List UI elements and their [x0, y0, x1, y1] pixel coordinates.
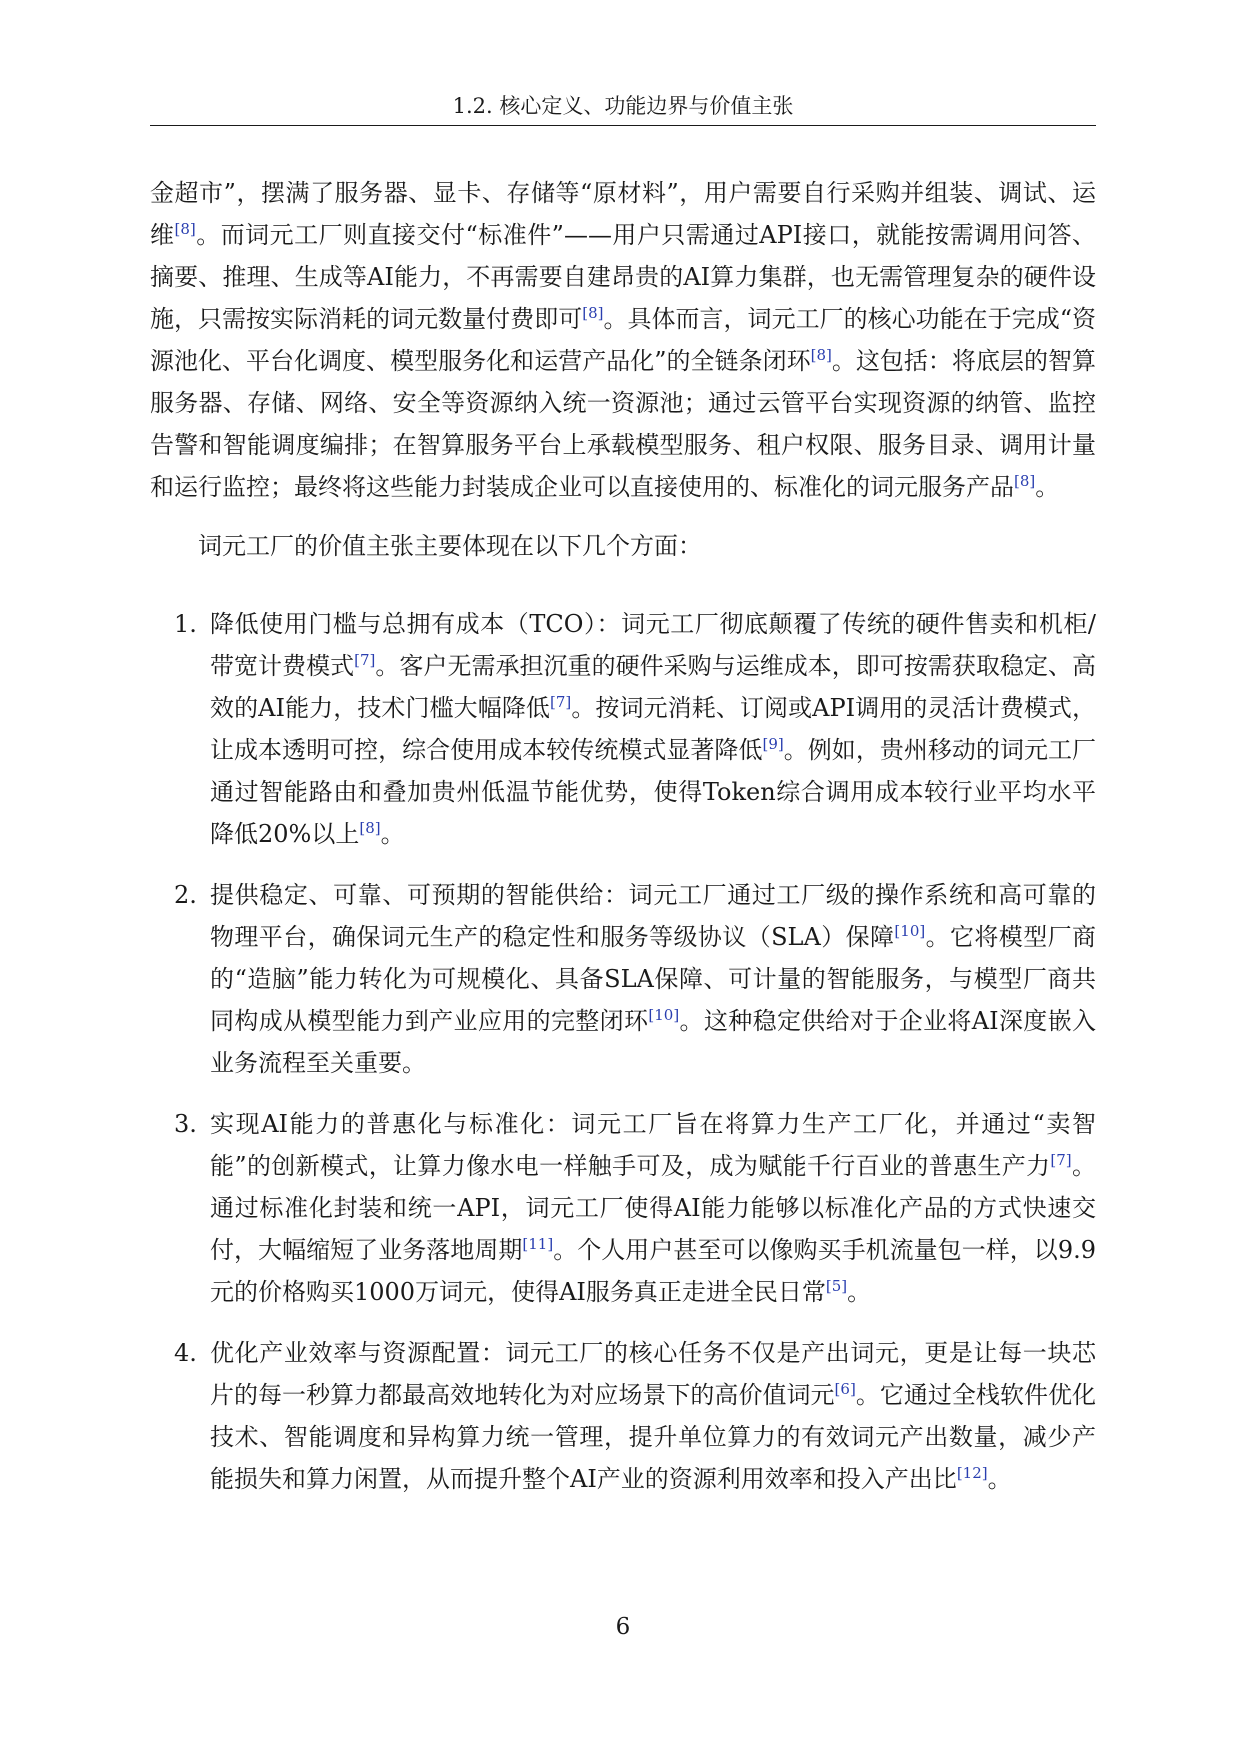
citation-link[interactable]: [6]: [834, 1380, 856, 1398]
citation-link[interactable]: [5]: [825, 1277, 848, 1295]
citation-link[interactable]: [10]: [648, 1006, 680, 1024]
value-proposition-list: [150, 603, 1096, 1500]
page-number: 6: [615, 1614, 631, 1640]
citation-link[interactable]: [8]: [582, 304, 604, 322]
list-item: 3. 实现AI能力的普惠化与标准化：词元工厂旨在将算力生产工厂化，并通过“卖智能”的创新模式，让算力像水电一样触手可及，成为赋能千行百业的普惠生产力[7]。通过标准化封装和统一API，词元工厂使得AI能力能够以标准化产品的方式快速交付，大幅缩短了业务落地周期[11]。个人用户甚至可以像购买手机流量包一样，以9.9元的价格购买1000万词元，使得AI服务真正走进全民日常[5]。: [150, 1103, 1096, 1313]
running-header: 1.2. 核心定义、功能边界与价值主张: [452, 94, 794, 118]
citation-link[interactable]: [12]: [956, 1464, 988, 1482]
citation-link[interactable]: [7]: [1050, 1151, 1072, 1169]
page-body: [150, 172, 1096, 1519]
list-item: 2. 提供稳定、可靠、可预期的智能供给：词元工厂通过工厂级的操作系统和高可靠的物理平台，确保词元生产的稳定性和服务等级协议（SLA）保障[10]。它将模型厂商的“造脑”能力转化为可规模化、具备SLA保障、可计量的智能服务，与模型厂商共同构成从模型能力到产业应用的完整闭环[10]。这种稳定供给对于企业将AI深度嵌入业务流程至关重要。: [150, 874, 1096, 1084]
header-rule: [150, 125, 1096, 126]
list-item-number: 4.: [174, 1339, 197, 1367]
citation-link[interactable]: [7]: [354, 651, 376, 669]
citation-link[interactable]: [9]: [762, 735, 784, 753]
list-item: 1. 降低使用门槛与总拥有成本（TCO）：词元工厂彻底颠覆了传统的硬件售卖和机柜/带宽计费模式[7]。客户无需承担沉重的硬件采购与运维成本，即可按需获取稳定、高效的AI能力，技术门槛大幅降低[7]。按词元消耗、订阅或API调用的灵活计费模式，让成本透明可控，综合使用成本较传统模式显著降低[9]。例如，贵州移动的词元工厂通过智能路由和叠加贵州低温节能优势，使得Token综合调用成本较行业平均水平降低20%以上[8]。: [150, 603, 1096, 855]
citation-link[interactable]: [10]: [894, 922, 926, 940]
citation-link[interactable]: [8]: [810, 346, 832, 364]
citation-link[interactable]: [8]: [1014, 472, 1036, 490]
paragraph-word-factory-function: 金超市”，摆满了服务器、显卡、存储等“原材料”，用户需要自行采购并组装、调试、运维[8]。而词元工厂则直接交付“标准件”——用户只需通过API接口，就能按需调用问答、摘要、推理、生成等AI能力，不再需要自建昂贵的AI算力集群，也无需管理复杂的硬件设施，只需按实际消耗的词元数量付费即可[8]。具体而言，词元工厂的核心功能在于完成“资源池化、平台化调度、模型服务化和运营产品化”的全链条闭环[8]。这包括：将底层的智算服务器、存储、网络、安全等资源纳入统一资源池；通过云管平台实现资源的纳管、监控告警和智能调度编排；在智算服务平台上承载模型服务、租户权限、服务目录、调用计量和运行监控；最终将这些能力封装成企业可以直接使用的、标准化的词元服务产品[8]。: [150, 179, 1097, 501]
list-item-number: 3.: [174, 1110, 197, 1138]
list-item-number: 2.: [174, 881, 197, 909]
list-item-number: 1.: [174, 610, 197, 638]
citation-link[interactable]: [11]: [522, 1235, 554, 1253]
citation-link[interactable]: [8]: [359, 819, 381, 837]
citation-link[interactable]: [8]: [174, 220, 196, 238]
paragraph-value-intro: 词元工厂的价值主张主要体现在以下几个方面：: [198, 532, 702, 560]
list-item: 4. 优化产业效率与资源配置：词元工厂的核心任务不仅是产出词元，更是让每一块芯片的每一秒算力都最高效地转化为对应场景下的高价值词元[6]。它通过全栈软件优化技术、智能调度和异构算力统一管理，提升单位算力的有效词元产出数量，减少产能损失和算力闲置，从而提升整个AI产业的资源利用效率和投入产出比[12]。: [150, 1332, 1096, 1500]
citation-link[interactable]: [7]: [550, 693, 572, 711]
